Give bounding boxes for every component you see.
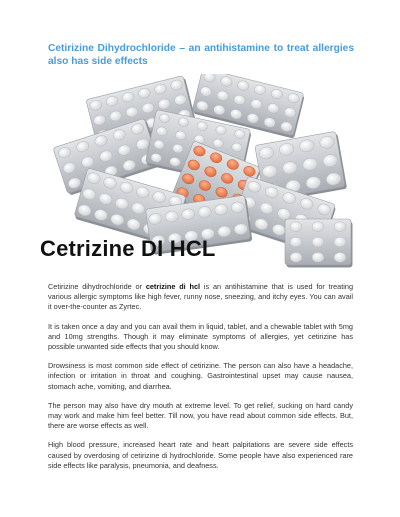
paragraph-3: Drowsiness is most common side effect of cetirizine. The person can also have a headache, infection or irritation in throat and coughing. Gastrointestinal upset may cause nausea, stomach ache, vomiting, and diarrhea.	[48, 361, 353, 391]
white-pill	[290, 222, 302, 232]
white-pill	[312, 252, 324, 262]
white-pill	[290, 237, 302, 247]
paragraph-4: The person may also have dry mouth at extreme level. To get relief, sucking on hard candy may work and make him feel better. Till now, you have read about common side effects. But, there are worse effects as well.	[48, 400, 353, 431]
paragraph-2: It is taken once a day and you can avail them in liquid, tablet, and a chewable tablet with 5mg and 10mg strengths. Though it may eliminate symptoms of allergies, yet cetirizine has possible unwanted side effects that you should know.	[48, 321, 353, 352]
white-pill	[290, 252, 302, 262]
paragraph-1	[48, 282, 353, 313]
article-body	[48, 282, 353, 480]
paragraph-1-text-b: is an antihistamine that is used for treating various allergic symptoms like high fever, runny nose, sneezing, and itchy eyes. You can avail it over-the-counter as Zyrtec.	[48, 282, 353, 312]
paragraph-1-bold: cetrizine di hcl	[145, 282, 201, 291]
article-title: Cetirizine Dihydrochloride – an antihistamine to treat allergies also has side effects	[48, 43, 354, 67]
white-pill	[334, 222, 346, 232]
blister-pack	[285, 219, 353, 268]
paragraph-1-text-a: Cetirizine dihydrochloride or	[48, 282, 146, 291]
white-pill	[312, 222, 324, 232]
white-pill	[334, 252, 346, 262]
white-pill	[334, 237, 346, 247]
white-pill	[312, 237, 324, 247]
paragraph-5: High blood pressure, increased heart rate and heart palpitations are severe side effects caused by overdosing of cetirizine di hydrochloride. Some people have also experienced rare side effects like paralysis, pneumonia, and deafness.	[48, 440, 353, 470]
image-caption: Cetrizine DI HCL	[40, 236, 216, 261]
